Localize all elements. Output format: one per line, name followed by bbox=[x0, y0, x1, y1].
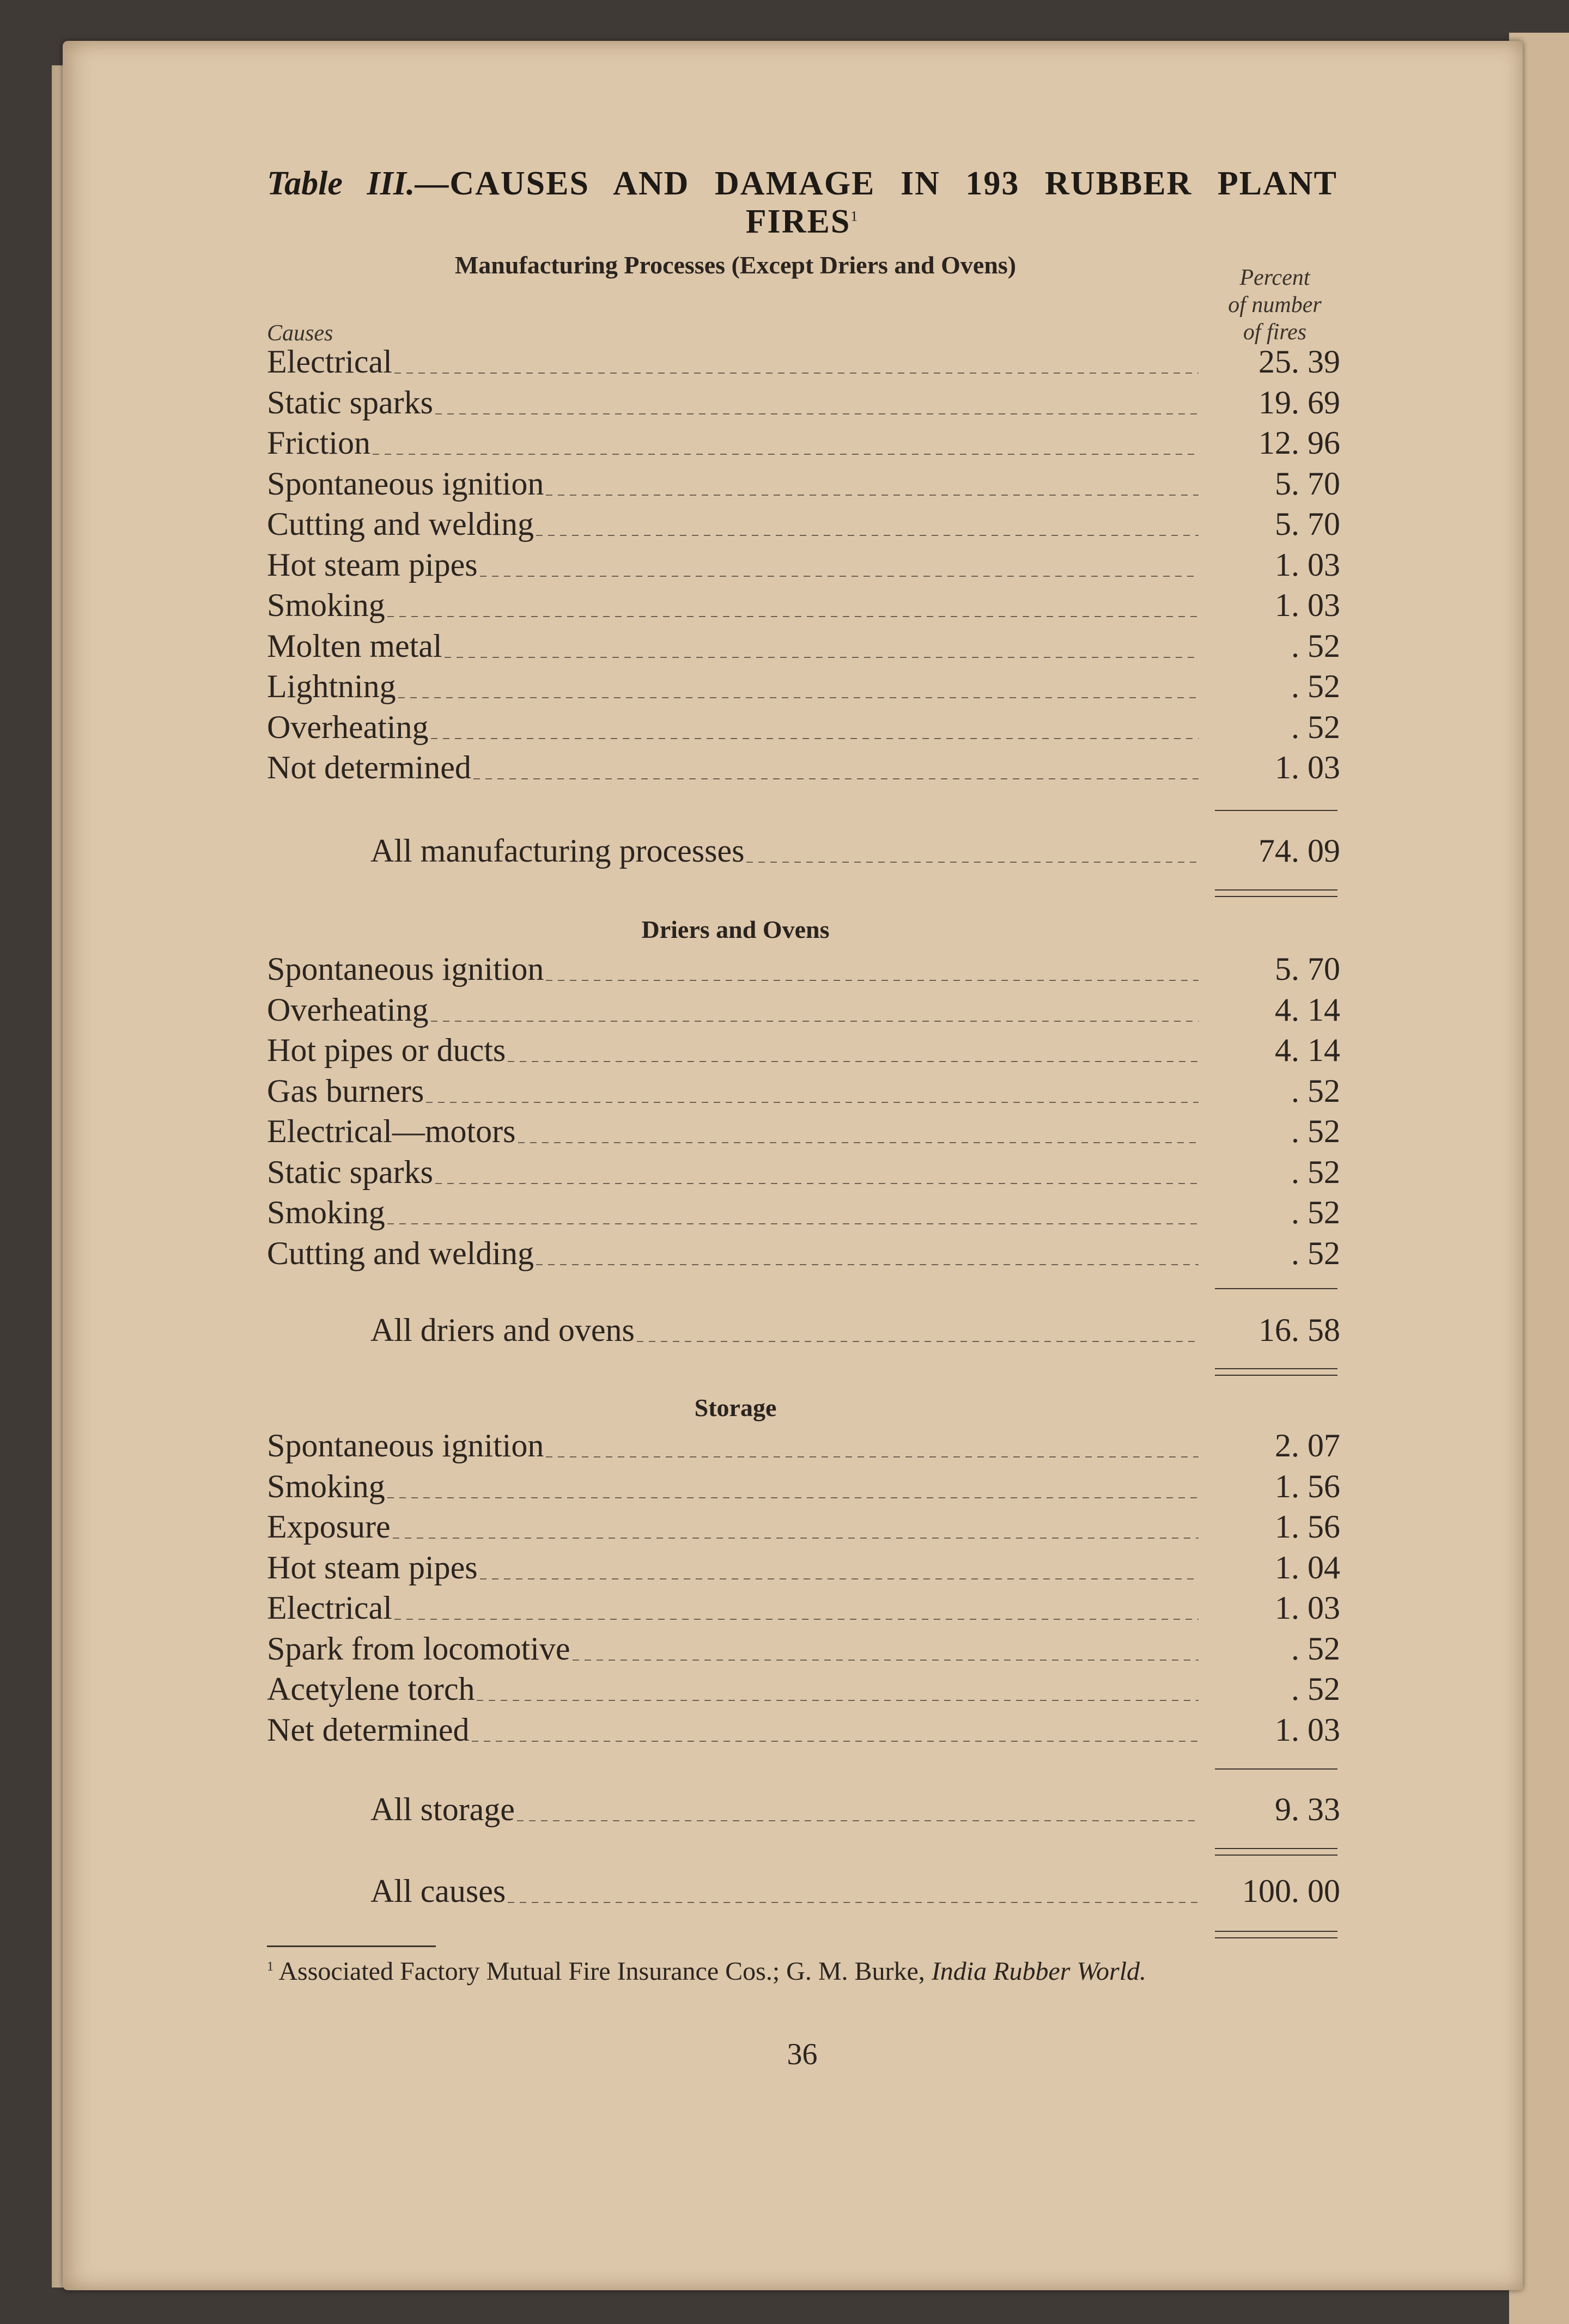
percent-value: 25. 39 bbox=[1258, 344, 1340, 380]
table-title-line1: —CAUSES AND DAMAGE IN 193 RUBBER PLANT bbox=[415, 165, 1337, 202]
subtotal-rule bbox=[1215, 1768, 1337, 1770]
column-header-percent bbox=[1209, 264, 1340, 346]
cause-label: Cutting and welding bbox=[267, 506, 534, 542]
table-row bbox=[267, 1711, 1340, 1752]
cause-label: All manufacturing processes bbox=[370, 833, 745, 869]
percent-value: 5. 70 bbox=[1275, 951, 1340, 987]
title-footnote-mark: 1 bbox=[850, 208, 859, 224]
cause-label: Spontaneous ignition bbox=[267, 465, 544, 502]
percent-value: 1. 03 bbox=[1275, 546, 1340, 583]
table-row bbox=[267, 627, 1340, 668]
percent-value: 4. 14 bbox=[1275, 1032, 1340, 1068]
cause-label: Molten metal bbox=[267, 627, 442, 664]
leader-dots bbox=[394, 373, 1199, 374]
subtotal-rule bbox=[1215, 810, 1337, 811]
table-title-line2 bbox=[267, 203, 1337, 241]
table-total-row bbox=[370, 1312, 1340, 1352]
col-header-line2: of number bbox=[1228, 292, 1322, 318]
leader-dots bbox=[435, 1183, 1199, 1184]
cause-label: Lightning bbox=[267, 668, 396, 704]
section-heading-driers: Driers and Ovens bbox=[641, 916, 830, 943]
percent-value: 5. 70 bbox=[1275, 465, 1340, 502]
percent-value: 1. 03 bbox=[1275, 1711, 1340, 1748]
percent-value: . 52 bbox=[1291, 1072, 1340, 1109]
percent-value: 1. 56 bbox=[1275, 1509, 1340, 1545]
table-row bbox=[267, 950, 1340, 991]
cause-label: Spark from locomotive bbox=[267, 1630, 570, 1667]
leader-dots bbox=[518, 1142, 1199, 1143]
percent-value: . 52 bbox=[1291, 627, 1340, 664]
cause-label: Hot steam pipes bbox=[267, 546, 478, 583]
percent-value: 74. 09 bbox=[1258, 833, 1340, 869]
cause-label: Not determined bbox=[267, 749, 471, 785]
percent-value: 100. 00 bbox=[1242, 1873, 1340, 1909]
cause-label: Acetylene torch bbox=[267, 1671, 475, 1707]
double-rule bbox=[1215, 1937, 1337, 1938]
leader-dots bbox=[435, 413, 1199, 414]
table-row bbox=[267, 1113, 1340, 1153]
leader-dots bbox=[477, 1700, 1199, 1701]
cause-label: Net determined bbox=[267, 1711, 470, 1748]
leader-dots bbox=[472, 1741, 1199, 1742]
cause-label: Smoking bbox=[267, 1468, 385, 1504]
percent-value: 19. 69 bbox=[1258, 384, 1340, 420]
leader-dots bbox=[473, 778, 1199, 779]
table-row bbox=[267, 424, 1340, 465]
leader-dots bbox=[387, 616, 1199, 617]
table-row bbox=[267, 668, 1340, 708]
footnote-journal: India Rubber World. bbox=[931, 1957, 1147, 1986]
table-row bbox=[267, 1670, 1340, 1711]
cause-label: Cutting and welding bbox=[267, 1235, 534, 1271]
table-row bbox=[267, 546, 1340, 587]
percent-value: . 52 bbox=[1291, 1235, 1340, 1271]
percent-value: . 52 bbox=[1291, 1194, 1340, 1230]
table-row bbox=[267, 1032, 1340, 1072]
table-row bbox=[267, 587, 1340, 627]
table-row bbox=[267, 1508, 1340, 1548]
leader-dots bbox=[445, 657, 1199, 658]
table-total-row bbox=[370, 1872, 1340, 1913]
cause-label: Hot pipes or ducts bbox=[267, 1032, 506, 1068]
table-row bbox=[267, 1589, 1340, 1630]
leader-dots bbox=[426, 1102, 1199, 1103]
table-row bbox=[267, 1427, 1340, 1467]
leader-dots bbox=[480, 576, 1199, 577]
double-rule bbox=[1215, 1855, 1337, 1856]
percent-value: 1. 03 bbox=[1275, 749, 1340, 785]
cause-label: All storage bbox=[370, 1791, 515, 1827]
table-row bbox=[267, 1235, 1340, 1275]
leader-dots bbox=[398, 697, 1199, 698]
percent-value: . 52 bbox=[1291, 668, 1340, 704]
footnote-rule bbox=[267, 1945, 436, 1947]
percent-value: 5. 70 bbox=[1275, 506, 1340, 542]
double-rule bbox=[1215, 896, 1337, 897]
section-heading-storage: Storage bbox=[694, 1394, 777, 1422]
percent-value: 1. 04 bbox=[1275, 1549, 1340, 1585]
table-row bbox=[267, 991, 1340, 1032]
table-row bbox=[267, 505, 1340, 546]
col-header-line3: of fires bbox=[1243, 320, 1307, 345]
leader-dots bbox=[393, 1538, 1199, 1539]
table-total-row bbox=[370, 832, 1340, 873]
leader-dots bbox=[546, 1456, 1199, 1457]
cause-label: Smoking bbox=[267, 587, 385, 623]
cause-label: All driers and ovens bbox=[370, 1312, 635, 1348]
leader-dots bbox=[508, 1061, 1199, 1062]
table-total-row bbox=[370, 1791, 1340, 1831]
leader-dots bbox=[517, 1820, 1199, 1821]
leader-dots bbox=[431, 738, 1199, 739]
percent-value: 12. 96 bbox=[1258, 425, 1340, 461]
cause-label: Electrical—motors bbox=[267, 1113, 516, 1149]
cause-label: Smoking bbox=[267, 1194, 385, 1230]
leader-dots bbox=[746, 862, 1199, 863]
percent-value: . 52 bbox=[1291, 1671, 1340, 1707]
leader-dots bbox=[394, 1619, 1199, 1620]
percent-value: . 52 bbox=[1291, 1154, 1340, 1190]
percent-value: . 52 bbox=[1291, 1113, 1340, 1149]
table-label: Table III. bbox=[267, 165, 415, 202]
leader-dots bbox=[387, 1497, 1199, 1498]
percent-value: 16. 58 bbox=[1258, 1312, 1340, 1348]
table-row bbox=[267, 1154, 1340, 1194]
leader-dots bbox=[546, 495, 1199, 496]
table-row bbox=[267, 1630, 1340, 1670]
cause-label: Spontaneous ignition bbox=[267, 1428, 544, 1463]
percent-value: 1. 03 bbox=[1275, 587, 1340, 623]
leader-dots bbox=[431, 1021, 1199, 1022]
table-row bbox=[267, 749, 1340, 789]
cause-label: Overheating bbox=[267, 709, 429, 745]
table-row bbox=[267, 465, 1340, 505]
leader-dots bbox=[508, 1902, 1199, 1903]
table-row bbox=[267, 1072, 1340, 1113]
cause-label: Exposure bbox=[267, 1509, 391, 1545]
footnote-text: Associated Factory Mutual Fire Insurance Cos.; G. M. Burke, bbox=[278, 1957, 932, 1986]
cause-label: Hot steam pipes bbox=[267, 1549, 478, 1585]
double-rule bbox=[1215, 1368, 1337, 1369]
footnote bbox=[267, 1951, 1337, 1987]
table-title-fires: FIRES bbox=[745, 203, 851, 240]
column-header-causes: Causes bbox=[267, 321, 333, 346]
percent-value: 1. 03 bbox=[1275, 1590, 1340, 1626]
cause-label: Electrical bbox=[267, 1590, 392, 1626]
table-row bbox=[267, 1468, 1340, 1508]
cause-label: Static sparks bbox=[267, 384, 433, 420]
table-row bbox=[267, 709, 1340, 749]
table-row bbox=[267, 384, 1340, 424]
table-row bbox=[267, 343, 1340, 383]
leader-dots bbox=[536, 1264, 1199, 1265]
page-number: 36 bbox=[787, 2038, 818, 2071]
percent-value: 2. 07 bbox=[1275, 1428, 1340, 1463]
table-row bbox=[267, 1549, 1340, 1589]
percent-value: 1. 56 bbox=[1275, 1468, 1340, 1504]
leader-dots bbox=[573, 1660, 1199, 1661]
subtotal-rule bbox=[1215, 1288, 1337, 1289]
section-heading-manufacturing: Manufacturing Processes (Except Driers and Ovens) bbox=[454, 251, 1017, 279]
leader-dots bbox=[546, 980, 1199, 981]
double-rule bbox=[1215, 889, 1337, 890]
cause-label: Spontaneous ignition bbox=[267, 951, 544, 987]
col-header-line1: Percent bbox=[1239, 265, 1310, 290]
double-rule bbox=[1215, 1375, 1337, 1376]
cause-label: Friction bbox=[267, 425, 370, 461]
cause-label: All causes bbox=[370, 1873, 506, 1909]
table-title bbox=[267, 166, 1337, 202]
leader-dots bbox=[536, 535, 1199, 536]
percent-value: 4. 14 bbox=[1275, 991, 1340, 1028]
percent-value: . 52 bbox=[1291, 709, 1340, 745]
cause-label: Overheating bbox=[267, 991, 429, 1028]
double-rule bbox=[1215, 1848, 1337, 1849]
leader-dots bbox=[637, 1341, 1199, 1342]
footnote-mark: 1 bbox=[267, 1960, 273, 1974]
leader-dots bbox=[373, 454, 1199, 455]
cause-label: Static sparks bbox=[267, 1154, 433, 1190]
cause-label: Gas burners bbox=[267, 1072, 424, 1109]
leader-dots bbox=[480, 1578, 1199, 1579]
percent-value: 9. 33 bbox=[1275, 1791, 1340, 1827]
table-row bbox=[267, 1194, 1340, 1234]
percent-value: . 52 bbox=[1291, 1630, 1340, 1667]
leader-dots bbox=[387, 1223, 1199, 1224]
cause-label: Electrical bbox=[267, 344, 392, 380]
double-rule bbox=[1215, 1931, 1337, 1932]
